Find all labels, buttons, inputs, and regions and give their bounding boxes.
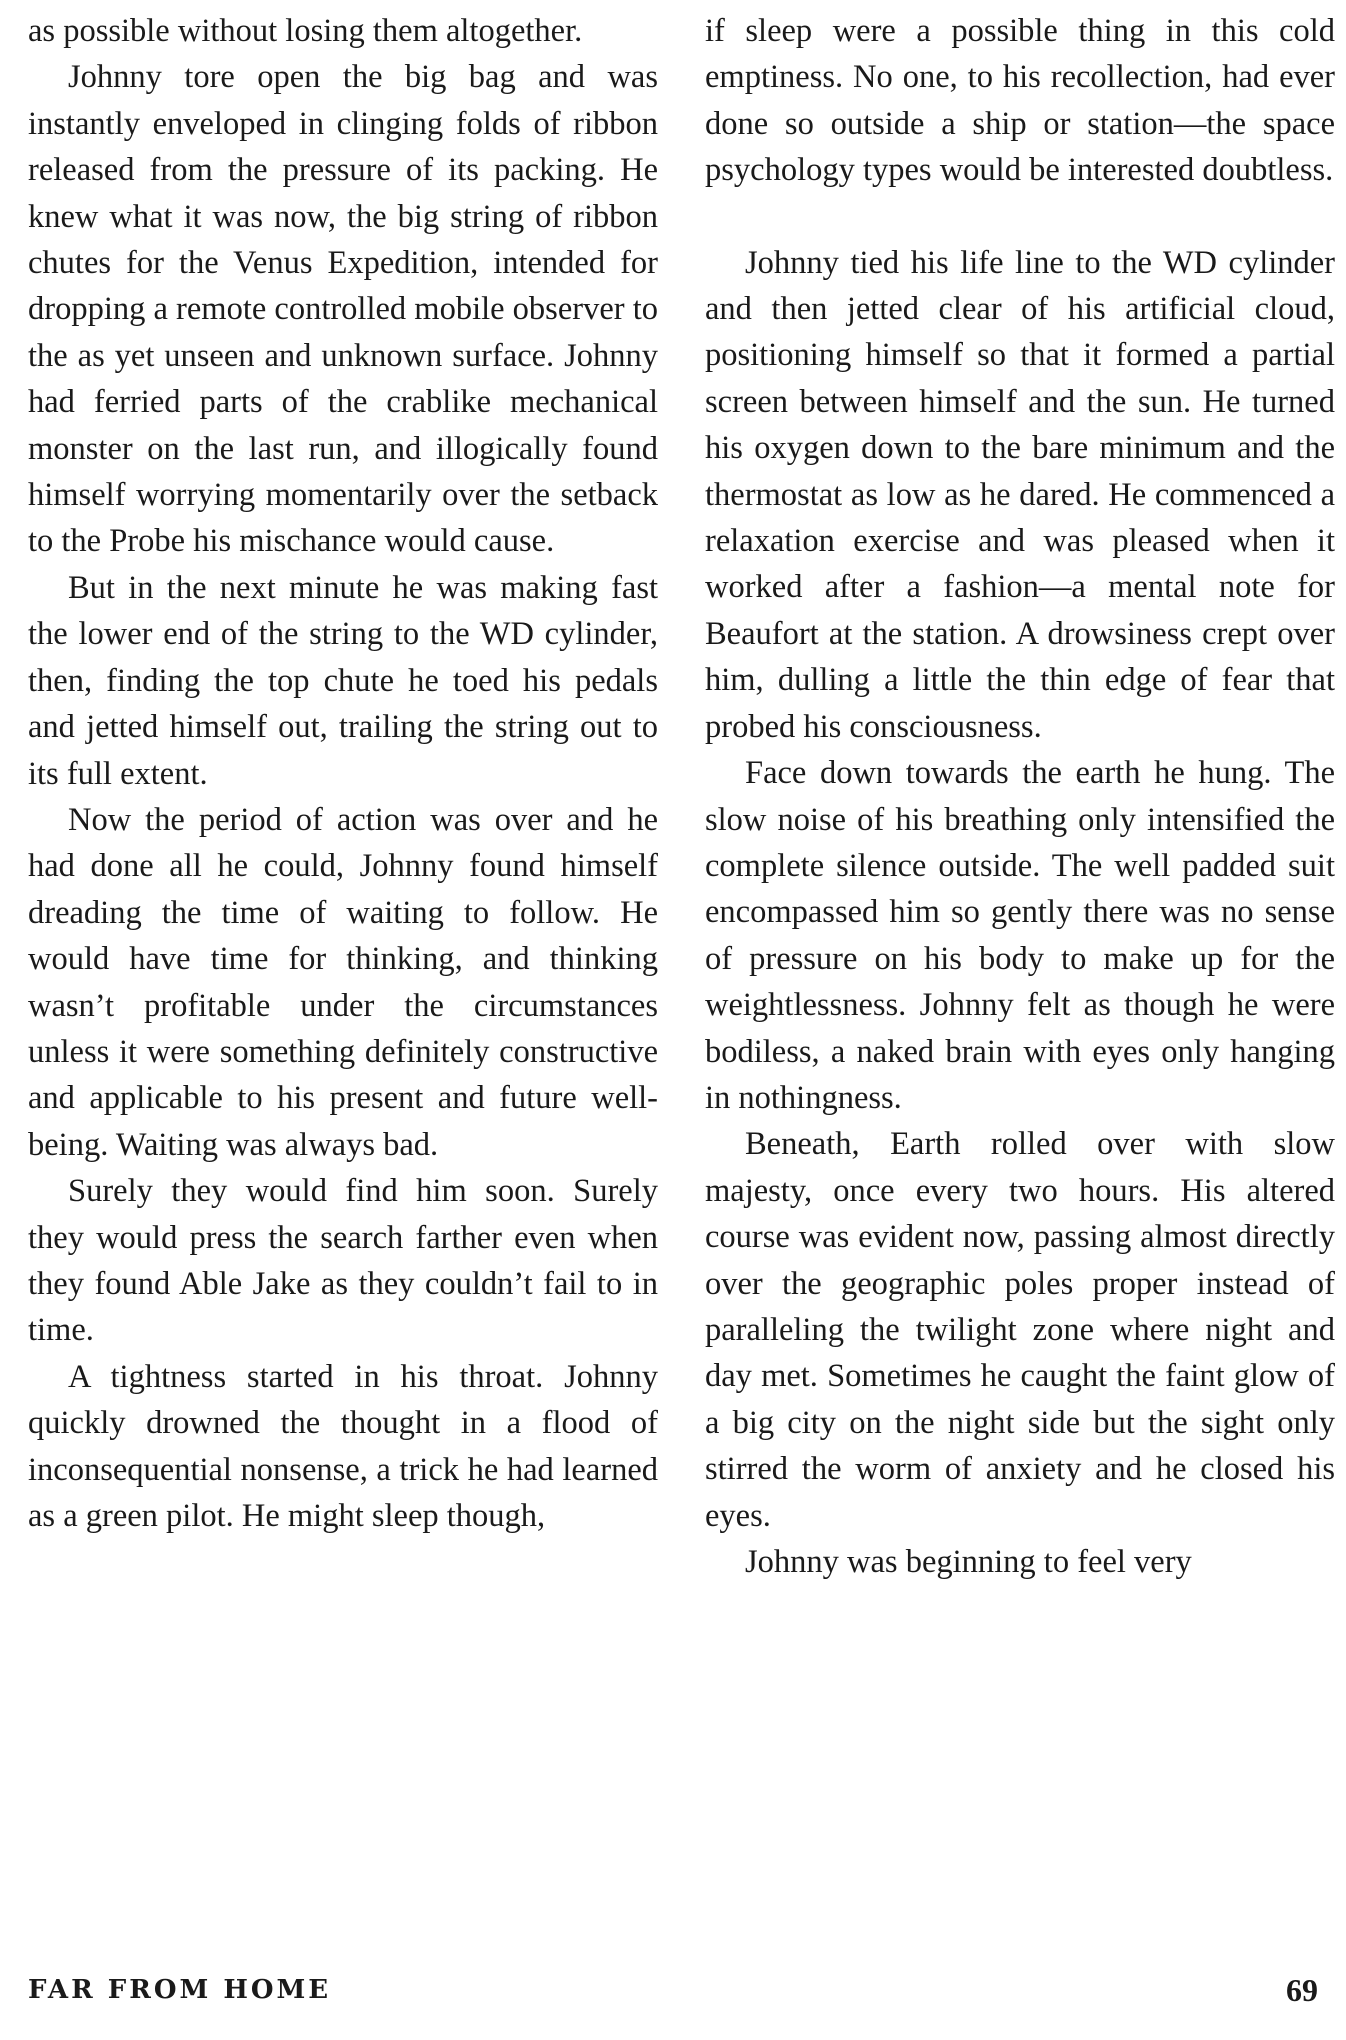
- paragraph: Beneath, Earth rolled over with slow majesty, once every two hours. His altered course was evident now, passing almost directly over the geographic poles proper instead of paralleling the twilight zone where night and day met. Sometimes he caught the faint glow of a big city on the night side but the sight only stirred the worm of anxiety and he closed his eyes.: [705, 1126, 1335, 1534]
- page-footer: [28, 1968, 1318, 2012]
- paragraph: Face down towards the earth he hung. The slow noise of his breathing only intensified the complete silence outside. The well padded suit encompassed him so gently there was no sense of pressure on his body to make up for the weightlessness. Johnny felt as though he were bodiless, a naked brain with eyes only hanging in nothingness.: [705, 755, 1335, 1116]
- paragraph: Johnny tied his life line to the WD cylinder and then jetted clear of his artificial cloud, positioning himself so that it formed a partial screen between himself and the sun. He turned his oxygen down to the bare minimum and the thermostat as low as he dared. He commenced a relaxation exercise and was pleased when it worked after a fashion—a mental note for Beaufort at the station. A drowsiness crept over him, dulling a little the thin edge of fear that probed his consciousness.: [705, 244, 1335, 745]
- page-number: 69: [1286, 1972, 1318, 2008]
- paragraph: A tightness started in his throat. Johnny quickly drowned the thought in a flood of inconsequential nonsense, a trick he had learned as a green pilot. He might sleep though,: [28, 1358, 658, 1534]
- paragraph: Now the period of action was over and he had done all he could, Johnny found himself dreading the time of waiting to follow. He would have time for thinking, and thinking wasn’t profitable under the circumstances unless it were something definitely constructive and applicable to his present and future well-being. Waiting was always bad.: [28, 801, 658, 1163]
- paragraph: as possible without losing them altogether.: [28, 13, 583, 49]
- right-column: [705, 8, 1335, 1923]
- paragraph: Johnny was beginning to feel very: [745, 1544, 1192, 1580]
- running-title: FAR FROM HOME: [28, 1975, 332, 2005]
- paragraph: But in the next minute he was making fast the lower end of the string to the WD cylinder, then, finding the top chute he toed his pedals and jetted himself out, trailing the string out to its full extent.: [28, 569, 658, 792]
- paragraph: Johnny tore open the big bag and was instantly enveloped in clinging folds of ribbon released from the pressure of its packing. He knew what it was now, the big string of ribbon chutes for the Venus Expedition, intended for dropping a remote controlled mobile observer to the as yet unseen and unknown surface. Johnny had ferried parts of the crablike mechanical monster on the last run, and illogically found himself worrying momentarily over the setback to the Probe his mischance would cause.: [28, 59, 658, 560]
- paragraph: if sleep were a possible thing in this cold emptiness. No one, to his recollection, had ever done so outside a ship or station—the space psychology types would be interested doubtless.: [705, 13, 1335, 189]
- paragraph: Surely they would find him soon. Surely they would press the search farther even when they found Able Jake as they couldn’t fail to in time.: [28, 1173, 658, 1349]
- left-column: [28, 8, 658, 1923]
